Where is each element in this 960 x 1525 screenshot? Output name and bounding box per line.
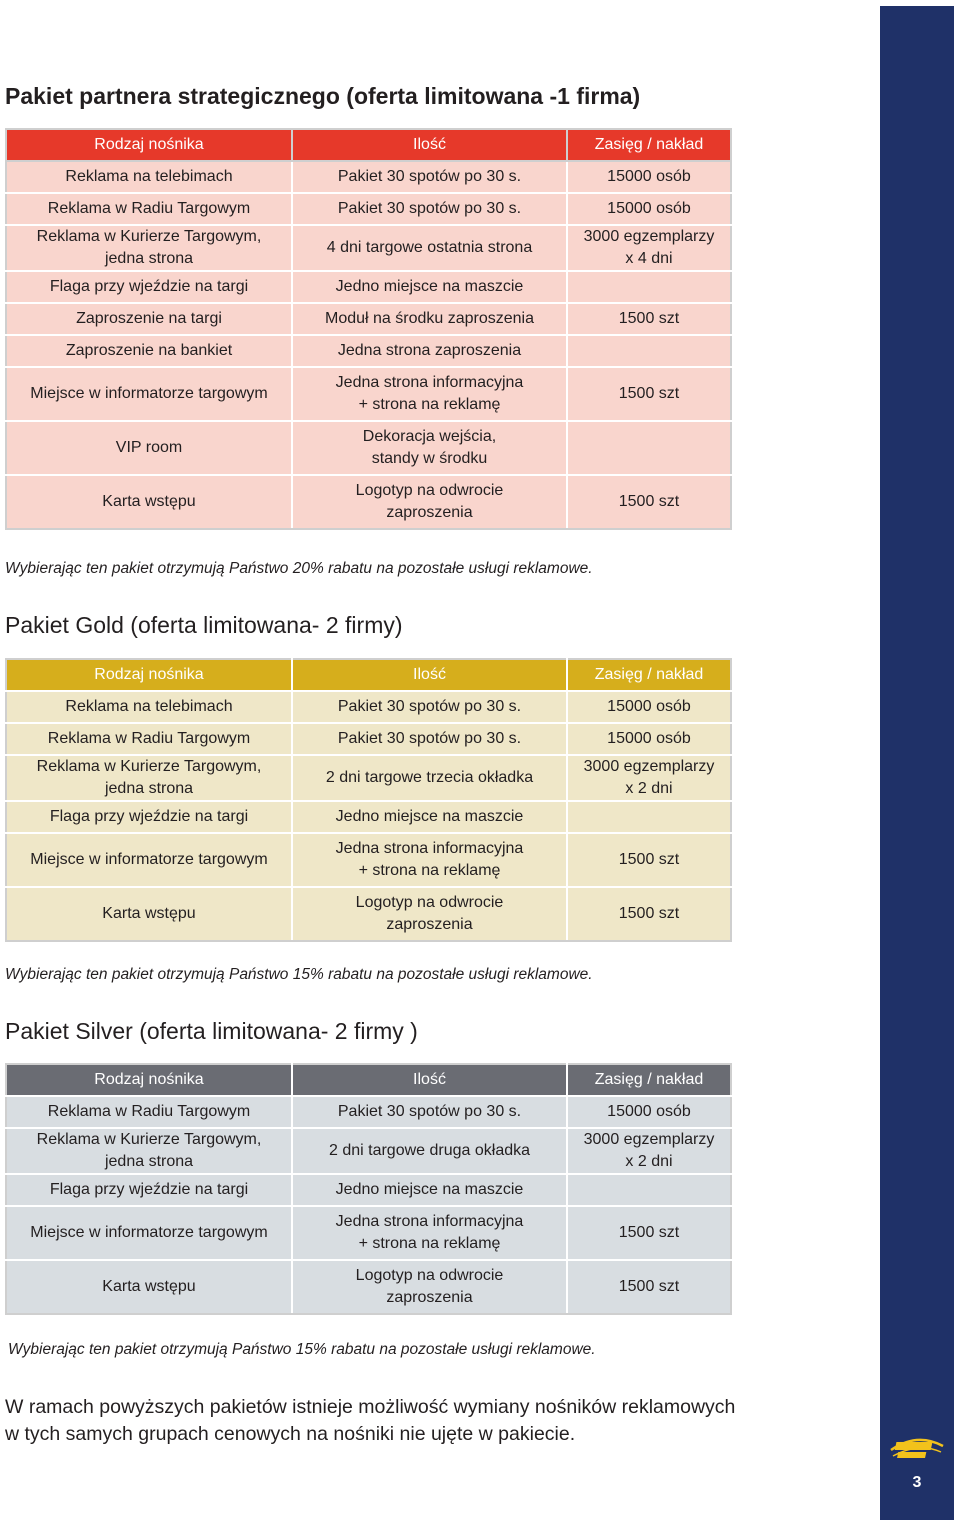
column-header: Rodzaj nośnika [6,1064,292,1096]
gold-package-title: Pakiet Gold (oferta limitowana- 2 firmy) [5,612,403,638]
strategic-package-title: Pakiet partnera strategicznego (oferta limitowana -1 firma) [5,83,641,109]
column-header: Ilość [292,659,567,691]
table-header-row [6,1064,731,1096]
column-header: Zasięg / nakład [567,659,731,691]
medium-cell: VIP room [6,421,292,475]
medium-cell: Karta wstępu [6,887,292,941]
table-header-row [6,659,731,691]
table-row [6,1174,731,1206]
quantity-cell: Jedno miejsce na maszcie [292,1174,567,1206]
reach-cell [567,801,731,833]
quantity-cell: Pakiet 30 spotów po 30 s. [292,691,567,723]
medium-cell: Reklama w Radiu Targowym [6,193,292,225]
table-row [6,1128,731,1174]
medium-cell: Reklama na telebimach [6,161,292,193]
table-header-row [6,129,731,161]
column-header: Zasięg / nakład [567,129,731,161]
medium-cell: Reklama w Kurierze Targowym, jedna strona [6,225,292,271]
medium-cell: Reklama w Kurierze Targowym, jedna strona [6,755,292,801]
medium-cell: Zaproszenie na bankiet [6,335,292,367]
reach-cell: 3000 egzemplarzy x 4 dni [567,225,731,271]
reach-cell: 15000 osób [567,691,731,723]
quantity-cell: Jedno miejsce na maszcie [292,271,567,303]
quantity-cell: Jedna strona informacyjna + strona na reklamę [292,1206,567,1260]
demuth-arena-logo [889,1430,945,1464]
reach-cell [567,421,731,475]
quantity-cell: Pakiet 30 spotów po 30 s. [292,1096,567,1128]
table-row [6,193,731,225]
table-row [6,1260,731,1314]
strategic-table-body [6,129,731,529]
reach-cell [567,335,731,367]
footer-line-2: w tych samych grupach cenowych na nośniki nie ujęte w pakiecie. [5,1423,576,1445]
quantity-cell: Moduł na środku zaproszenia [292,303,567,335]
medium-cell: Flaga przy wjeździe na targi [6,271,292,303]
page-sidebar-band [880,6,954,1520]
medium-cell: Zaproszenie na targi [6,303,292,335]
silver-table-body [6,1064,731,1314]
quantity-cell: Jedna strona informacyjna + strona na reklamę [292,833,567,887]
table-row [6,801,731,833]
reach-cell: 1500 szt [567,303,731,335]
quantity-cell: Jedna strona zaproszenia [292,335,567,367]
quantity-cell: 4 dni targowe ostatnia strona [292,225,567,271]
quantity-cell: Logotyp na odwrocie zaproszenia [292,1260,567,1314]
page-number: 3 [912,1474,922,1491]
footer-line-1: W ramach powyższych pakietów istnieje możliwość wymiany nośników reklamowych [5,1396,736,1418]
reach-cell [567,1174,731,1206]
reach-cell: 1500 szt [567,367,731,421]
medium-cell: Miejsce w informatorze targowym [6,367,292,421]
table-row [6,1206,731,1260]
table-row [6,367,731,421]
reach-cell: 1500 szt [567,833,731,887]
quantity-cell: Logotyp na odwrocie zaproszenia [292,475,567,529]
reach-cell: 3000 egzemplarzy x 2 dni [567,755,731,801]
medium-cell: Flaga przy wjeździe na targi [6,1174,292,1206]
reach-cell: 15000 osób [567,193,731,225]
column-header: Ilość [292,1064,567,1096]
medium-cell: Karta wstępu [6,475,292,529]
medium-cell: Reklama w Radiu Targowym [6,723,292,755]
footer-text [5,1394,735,1448]
column-header: Rodzaj nośnika [6,659,292,691]
table-row [6,755,731,801]
table-row [6,475,731,529]
quantity-cell: Jedna strona informacyjna + strona na reklamę [292,367,567,421]
table-row [6,723,731,755]
silver-package-table [5,1063,732,1315]
reach-cell: 15000 osób [567,161,731,193]
medium-cell: Miejsce w informatorze targowym [6,833,292,887]
silver-discount-note: Wybierając ten pakiet otrzymują Państwo 15% rabatu na pozostałe usługi reklamowe. [8,1341,596,1358]
reach-cell: 15000 osób [567,1096,731,1128]
table-row [6,271,731,303]
medium-cell: Miejsce w informatorze targowym [6,1206,292,1260]
strategic-package-table [5,128,732,530]
quantity-cell: Pakiet 30 spotów po 30 s. [292,193,567,225]
quantity-cell: Pakiet 30 spotów po 30 s. [292,161,567,193]
gold-package-table [5,658,732,942]
medium-cell: Reklama w Radiu Targowym [6,1096,292,1128]
quantity-cell: Dekoracja wejścia, standy w środku [292,421,567,475]
medium-cell: Karta wstępu [6,1260,292,1314]
silver-package-title: Pakiet Silver (oferta limitowana- 2 firmy ) [5,1018,418,1044]
table-row [6,161,731,193]
column-header: Rodzaj nośnika [6,129,292,161]
quantity-cell: 2 dni targowe trzecia okładka [292,755,567,801]
quantity-cell: 2 dni targowe druga okładka [292,1128,567,1174]
table-row [6,421,731,475]
table-row [6,1096,731,1128]
reach-cell: 1500 szt [567,475,731,529]
quantity-cell: Jedno miejsce na maszcie [292,801,567,833]
reach-cell: 15000 osób [567,723,731,755]
table-row [6,691,731,723]
reach-cell: 1500 szt [567,1260,731,1314]
column-header: Ilość [292,129,567,161]
reach-cell: 1500 szt [567,1206,731,1260]
reach-cell [567,271,731,303]
reach-cell: 3000 egzemplarzy x 2 dni [567,1128,731,1174]
medium-cell: Reklama na telebimach [6,691,292,723]
medium-cell: Reklama w Kurierze Targowym, jedna strona [6,1128,292,1174]
column-header: Zasięg / nakład [567,1064,731,1096]
reach-cell: 1500 szt [567,887,731,941]
quantity-cell: Logotyp na odwrocie zaproszenia [292,887,567,941]
gold-discount-note: Wybierając ten pakiet otrzymują Państwo 15% rabatu na pozostałe usługi reklamowe. [5,966,593,983]
table-row [6,225,731,271]
quantity-cell: Pakiet 30 spotów po 30 s. [292,723,567,755]
table-row [6,303,731,335]
table-row [6,887,731,941]
table-row [6,335,731,367]
strategic-discount-note: Wybierając ten pakiet otrzymują Państwo 20% rabatu na pozostałe usługi reklamowe. [5,560,593,577]
table-row [6,833,731,887]
medium-cell: Flaga przy wjeździe na targi [6,801,292,833]
gold-table-body [6,659,731,941]
